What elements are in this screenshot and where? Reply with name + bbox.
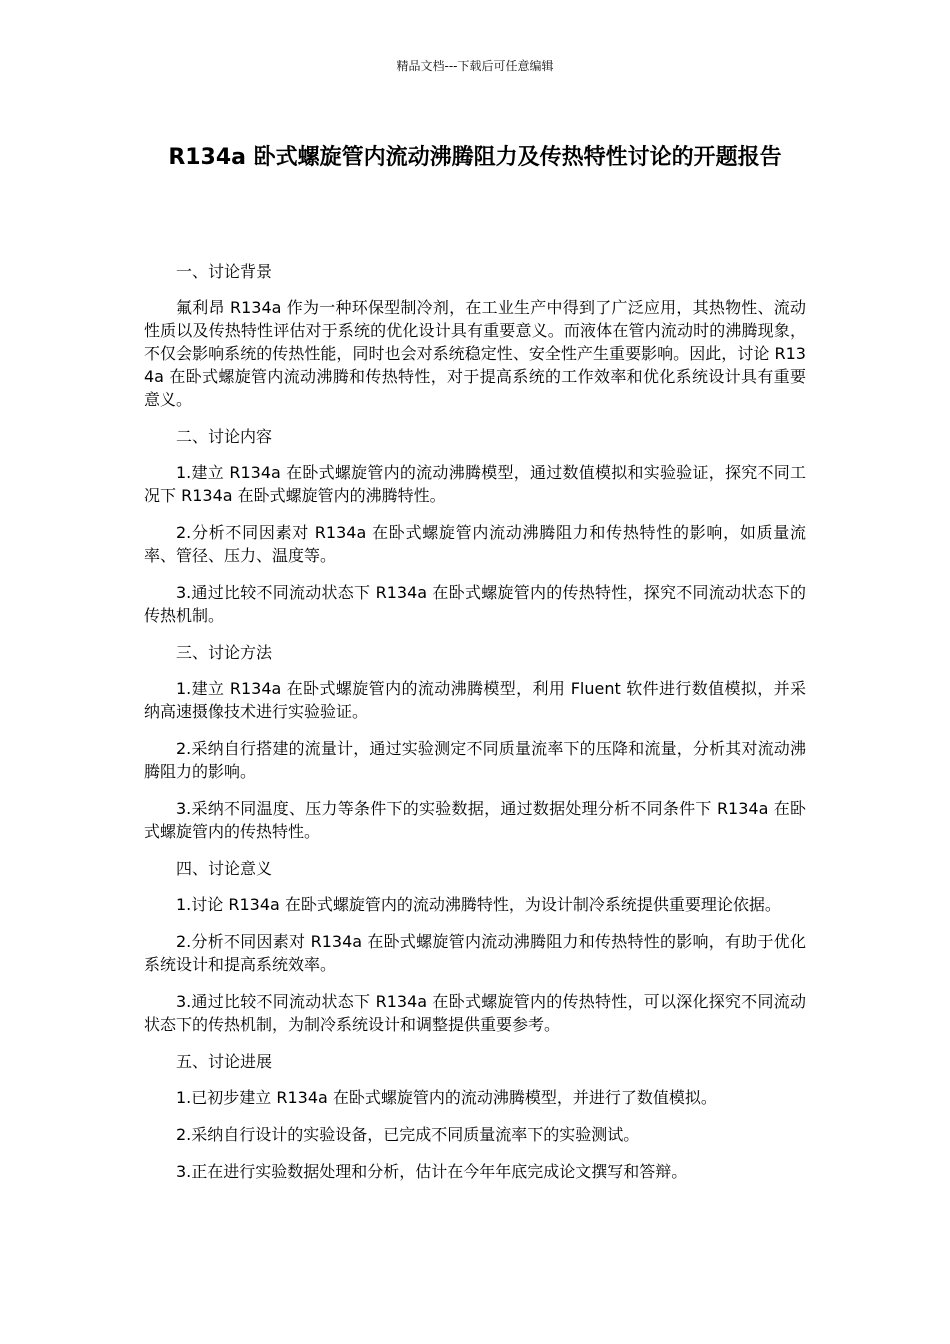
paragraph: 3.通过比较不同流动状态下 R134a 在卧式螺旋管内的传热特性，探究不同流动状态下的传热机制。 xyxy=(144,583,806,625)
document-title: R134a 卧式螺旋管内流动沸腾阻力及传热特性讨论的开题报告 xyxy=(168,145,782,170)
paragraph: 2.分析不同因素对 R134a 在卧式螺旋管内流动沸腾阻力和传热特性的影响，有助于优化系统设计和提高系统效率。 xyxy=(144,932,806,974)
paragraph: 2.采纳自行设计的实验设备，已完成不同质量流率下的实验测试。 xyxy=(176,1125,640,1144)
paragraph: 氟利昂 R134a 作为一种环保型制冷剂，在工业生产中得到了广泛应用，其热物性、流动性质以及传热特性评估对于系统的优化设计具有重要意义。而液体在管内流动时的沸腾现象，不仅会影响系统的传热性能，同时也会对系统稳定性、安全性产生重要影响。因此，讨论 R134a 在卧式螺旋管内流动沸腾和传热特性，对于提高系统的工作效率和优化系统设计具有重要意义。 xyxy=(144,298,806,409)
header-note: 精品文档---下载后可任意编辑 xyxy=(396,59,554,73)
paragraph: 3.通过比较不同流动状态下 R134a 在卧式螺旋管内的传热特性，可以深化探究不同流动状态下的传热机制，为制冷系统设计和调整提供重要参考。 xyxy=(144,992,806,1034)
section-heading: 四、讨论意义 xyxy=(176,859,273,878)
paragraph: 2.采纳自行搭建的流量计，通过实验测定不同质量流率下的压降和流量，分析其对流动沸腾阻力的影响。 xyxy=(144,739,806,781)
paragraph: 1.建立 R134a 在卧式螺旋管内的流动沸腾模型，通过数值模拟和实验验证，探究不同工况下 R134a 在卧式螺旋管内的沸腾特性。 xyxy=(144,463,806,505)
section-heading: 二、讨论内容 xyxy=(176,427,273,446)
paragraph: 1.建立 R134a 在卧式螺旋管内的流动沸腾模型，利用 Fluent 软件进行数值模拟，并采纳高速摄像技术进行实验验证。 xyxy=(144,679,806,721)
paragraph: 2.分析不同因素对 R134a 在卧式螺旋管内流动沸腾阻力和传热特性的影响，如质量流率、管径、压力、温度等。 xyxy=(144,523,806,565)
paragraph: 3.采纳不同温度、压力等条件下的实验数据，通过数据处理分析不同条件下 R134a 在卧式螺旋管内的传热特性。 xyxy=(144,799,806,841)
paragraph: 1.讨论 R134a 在卧式螺旋管内的流动沸腾特性，为设计制冷系统提供重要理论依据。 xyxy=(176,895,781,914)
section-heading: 三、讨论方法 xyxy=(176,643,273,662)
paragraph: 1.已初步建立 R134a 在卧式螺旋管内的流动沸腾模型，并进行了数值模拟。 xyxy=(176,1088,717,1107)
section-heading: 五、讨论进展 xyxy=(176,1052,273,1071)
section-heading: 一、讨论背景 xyxy=(176,262,273,281)
paragraph: 3.正在进行实验数据处理和分析，估计在今年年底完成论文撰写和答辩。 xyxy=(176,1162,688,1181)
document-body xyxy=(144,260,806,1197)
